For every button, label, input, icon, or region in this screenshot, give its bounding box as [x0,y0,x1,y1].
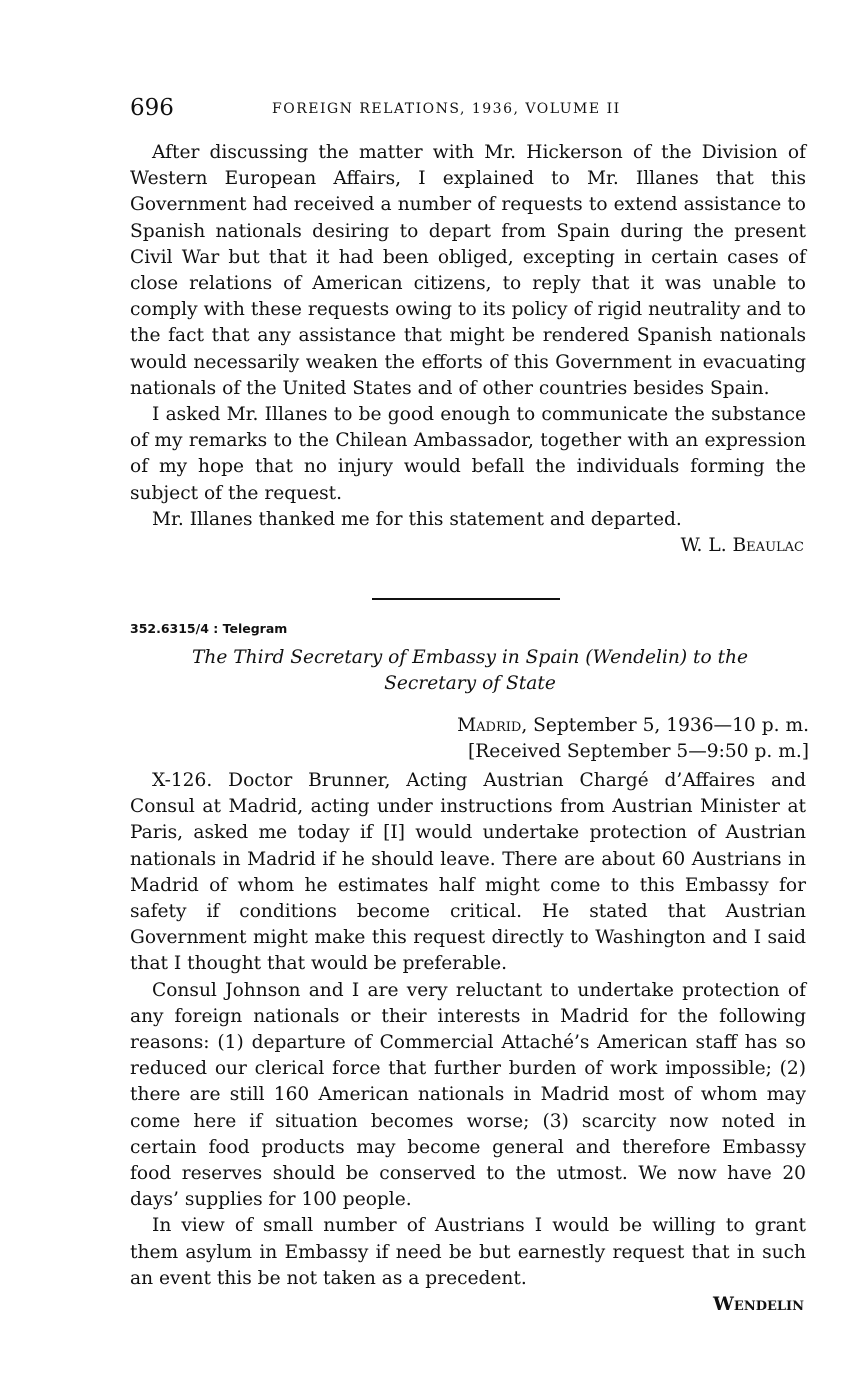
memo-signature: W. L. Beaulac [680,535,804,557]
running-header [130,94,810,124]
dateline-received: [Received September 5—9:50 p. m.] [467,741,809,762]
dateline-date: , September 5, 1936—10 p. m. [521,715,809,736]
memo-paragraph: Mr. Illanes thanked me for this statement and departed. [152,508,682,530]
file-reference: 352.6315/4 : Telegram [130,621,288,636]
heading-line-2: Secretary of State [384,673,556,694]
dateline-place: Madrid [457,715,522,736]
section-divider [372,598,560,600]
dateline [309,713,809,765]
running-title: FOREIGN RELATIONS, 1936, VOLUME II [272,101,621,117]
memo-paragraph: After discussing the matter with Mr. Hickerson of the Division of Western European Affairs, I explained to Mr. Illanes that this Government had received a number of requests to extend assistance to Spanish nationals desiring to depart from Spain during the present Civil War but that it had been obliged, excepting in certain cases of close relations of American citizens, to reply that it was unable to comply with these requests owing to its policy of rigid neutrality and to the fact that any assistance that might be rendered Spanish nationals would necessarily weaken the efforts of this Government in evacuating nationals of the United States and of other countries besides Spain. [130,142,806,399]
telegram-paragraph: In view of small number of Austrians I would be willing to grant them asylum in Embassy if need be but earnestly request that in such an event this be not taken as a precedent. [130,1215,806,1289]
telegram-body [130,768,806,1318]
document-heading [150,645,790,697]
dateline-sent [309,713,809,739]
memo-paragraph: I asked Mr. Illanes to be good enough to communicate the substance of my remarks to the Chilean Ambassador, together with an expression of my hope that no injury would befall the individuals forming the subject of the request. [130,404,806,504]
memo-body [130,140,806,559]
telegram-paragraph: Consul Johnson and I are very reluctant to undertake protection of any foreign nationals or their interests in Madrid for the following reasons: (1) departure of Commercial Attaché’s American staff has so reduced our clerical force that further burden of work impossible; (2) there are still 160 American nationals in Madrid most of whom may come here if situation becomes worse; (3) scarcity now noted in certain food products may become general and therefore Embassy food reserves should be conserved to the utmost. We now have 20 days’ supplies for 100 people. [130,979,806,1211]
page-number: 696 [130,95,174,121]
heading-line-1: The Third Secretary of Embassy in Spain (Wendelin) to the [191,647,749,668]
telegram-signature: Wendelin [713,1294,804,1316]
telegram-paragraph: X-126. Doctor Brunner, Acting Austrian Chargé d’Affaires and Consul at Madrid, acting under instructions from Austrian Minister at Paris, asked me today if [I] would undertake protection of Austrian nationals in Madrid if he should leave. There are about 60 Austrians in Madrid of whom he estimates half might come to this Embassy for safety if conditions become critical. He stated that Austrian Government might make this request directly to Washington and I said that I thought that would be preferable. [130,770,806,975]
